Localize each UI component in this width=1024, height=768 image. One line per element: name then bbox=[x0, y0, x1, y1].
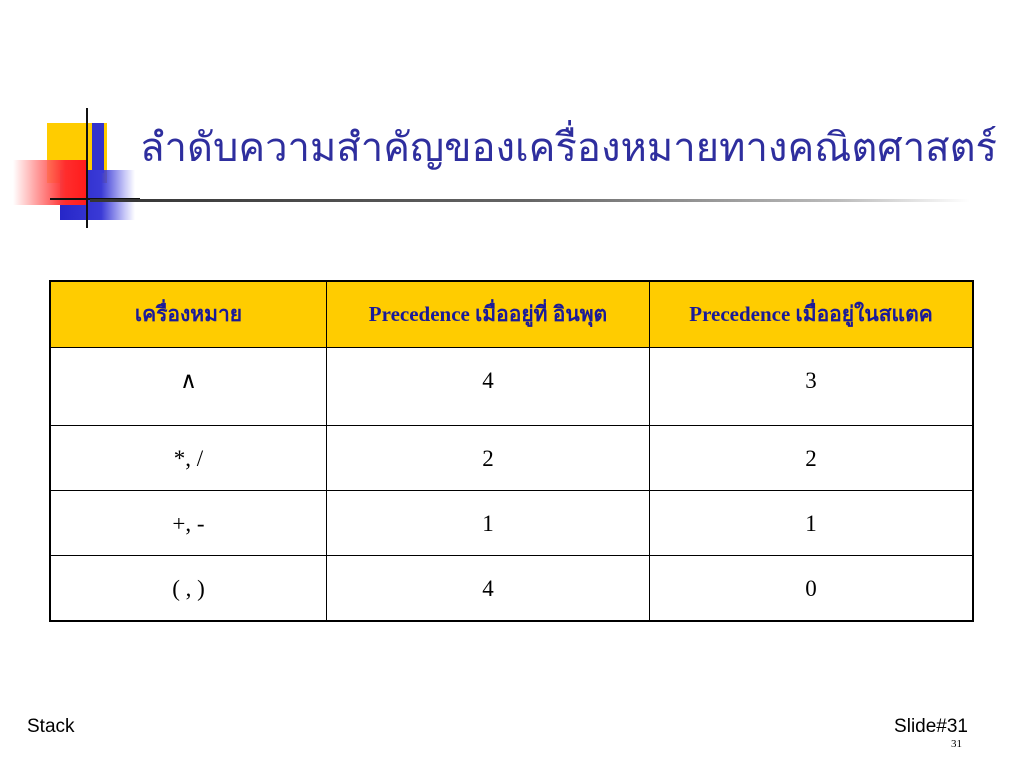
header-symbol: เครื่องหมาย bbox=[50, 281, 327, 348]
stack-precedence-cell: 0 bbox=[650, 556, 974, 622]
table-header-row bbox=[50, 281, 973, 348]
title-underline bbox=[90, 199, 970, 202]
operator-cell: ( , ) bbox=[50, 556, 327, 622]
table-row bbox=[50, 556, 973, 622]
stack-precedence-cell: 3 bbox=[650, 348, 974, 426]
footer-title: Stack bbox=[27, 716, 75, 737]
blue-bar-decoration bbox=[92, 123, 104, 173]
input-precedence-cell: 4 bbox=[327, 556, 650, 622]
slide-logo-decoration bbox=[0, 0, 150, 240]
input-precedence-cell: 2 bbox=[327, 426, 650, 491]
vertical-line-decoration bbox=[86, 108, 88, 228]
operator-cell: +, - bbox=[50, 491, 327, 556]
stack-precedence-cell: 1 bbox=[650, 491, 974, 556]
table-row bbox=[50, 426, 973, 491]
footer-slide-number: Slide#31 bbox=[894, 716, 968, 737]
header-input-precedence: Precedence เมื่ออยู่ที่ อินพุต bbox=[327, 281, 650, 348]
page-number: 31 bbox=[951, 738, 962, 750]
operator-cell: ∧ bbox=[50, 348, 327, 426]
input-precedence-cell: 1 bbox=[327, 491, 650, 556]
header-stack-precedence: Precedence เมื่ออยู่ในสแตค bbox=[650, 281, 974, 348]
slide-title: ลำดับความสำคัญของเครื่องหมายทางคณิตศาสตร์ bbox=[140, 125, 998, 170]
input-precedence-cell: 4 bbox=[327, 348, 650, 426]
precedence-table bbox=[49, 280, 974, 622]
stack-precedence-cell: 2 bbox=[650, 426, 974, 491]
table-row bbox=[50, 491, 973, 556]
operator-cell: *, / bbox=[50, 426, 327, 491]
table-row bbox=[50, 348, 973, 426]
